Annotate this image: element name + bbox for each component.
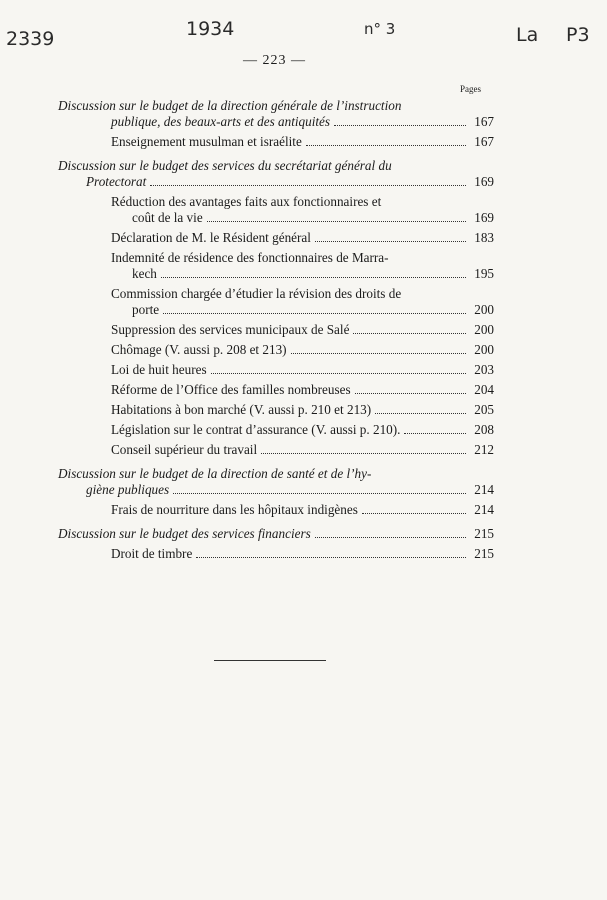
toc-entry-title: Droit de timbre xyxy=(111,546,193,561)
table-of-contents xyxy=(58,98,494,566)
toc-page-number: 169 xyxy=(474,210,494,225)
toc-entry-title: Commission chargée d’étudier la révision des droits de xyxy=(111,286,402,301)
dot-leader xyxy=(375,413,466,414)
toc-page-number: 214 xyxy=(474,482,494,497)
toc-section-title-cont: giène publiques xyxy=(86,482,170,497)
dot-leader xyxy=(211,373,466,374)
toc-entry-title: Législation sur le contrat d’assurance (V. aussi p. 210). xyxy=(111,422,401,437)
dot-leader xyxy=(261,453,466,454)
toc-section-entry xyxy=(58,526,494,542)
toc-entry-title: Indemnité de résidence des fonctionnaires de Marra- xyxy=(111,250,389,265)
handwritten-year-annotation: 1934 xyxy=(186,18,235,40)
toc-entry xyxy=(58,382,494,398)
end-rule xyxy=(214,660,326,661)
toc-entry xyxy=(58,362,494,378)
toc-entry-title: Réforme de l’Office des familles nombreuses xyxy=(111,382,351,397)
toc-entry-title: Enseignement musulman et israélite xyxy=(111,134,302,149)
toc-section-entry xyxy=(58,114,494,130)
dot-leader xyxy=(353,333,466,334)
page-number: — 223 — xyxy=(243,53,306,68)
toc-entry xyxy=(58,266,494,282)
dot-leader xyxy=(196,557,466,558)
handwritten-mark-annotation-2: P3 xyxy=(566,24,590,46)
toc-page-number: 214 xyxy=(474,502,494,517)
toc-entry-title-cont: porte xyxy=(132,302,160,317)
toc-entry-title: Loi de huit heures xyxy=(111,362,207,377)
dot-leader xyxy=(334,125,466,126)
toc-entry xyxy=(58,502,494,518)
toc-entry-title: Suppression des services municipaux de Salé xyxy=(111,322,350,337)
toc-page-number: 208 xyxy=(474,422,494,437)
handwritten-number-annotation: 2339 xyxy=(6,28,55,50)
toc-entry-title-cont: coût de la vie xyxy=(132,210,203,225)
toc-entry-title: Déclaration de M. le Résident général xyxy=(111,230,311,245)
toc-page-number: 169 xyxy=(474,174,494,189)
toc-entry xyxy=(58,546,494,562)
toc-section-entry xyxy=(58,174,494,190)
toc-section-title-cont: publique, des beaux-arts et des antiquités xyxy=(111,114,331,129)
toc-entry-title: Conseil supérieur du travail xyxy=(111,442,258,457)
toc-entry xyxy=(58,422,494,438)
toc-entry-title: Frais de nourriture dans les hôpitaux indigènes xyxy=(111,502,358,517)
dot-leader xyxy=(315,241,466,242)
dot-leader xyxy=(362,513,466,514)
toc-entry xyxy=(58,134,494,150)
toc-section-entry xyxy=(58,482,494,498)
toc-page-number: 204 xyxy=(474,382,494,397)
dot-leader xyxy=(150,185,466,186)
toc-entry-title: Chômage (V. aussi p. 208 et 213) xyxy=(111,342,287,357)
dot-leader xyxy=(355,393,466,394)
dot-leader xyxy=(291,353,466,354)
toc-entry-title: Réduction des avantages faits aux fonctionnaires et xyxy=(111,194,382,209)
toc-entry xyxy=(58,302,494,318)
toc-entry xyxy=(58,322,494,338)
toc-entry xyxy=(58,342,494,358)
dot-leader xyxy=(207,221,466,222)
toc-page-number: 215 xyxy=(474,546,494,561)
toc-page-number: 212 xyxy=(474,442,494,457)
toc-page-number: 200 xyxy=(474,322,494,337)
pages-column-header: Pages xyxy=(460,84,481,94)
toc-entry xyxy=(58,230,494,246)
dot-leader xyxy=(315,537,466,538)
toc-entry xyxy=(58,442,494,458)
toc-entry xyxy=(58,402,494,418)
toc-page-number: 167 xyxy=(474,134,494,149)
toc-entry-title: Habitations à bon marché (V. aussi p. 210 et 213) xyxy=(111,402,372,417)
toc-entry-title-cont: kech xyxy=(132,266,157,281)
toc-page-number: 167 xyxy=(474,114,494,129)
toc-section-title: Discussion sur le budget de la direction de santé et de l’hy- xyxy=(58,466,372,481)
toc-section-title: Discussion sur le budget des services financiers xyxy=(58,526,311,541)
toc-page-number: 200 xyxy=(474,302,494,317)
dot-leader xyxy=(161,277,466,278)
toc-page-number: 203 xyxy=(474,362,494,377)
toc-entry xyxy=(58,210,494,226)
handwritten-issue-annotation: n° 3 xyxy=(364,20,396,38)
handwritten-mark-annotation: La xyxy=(516,24,539,46)
toc-page-number: 183 xyxy=(474,230,494,245)
toc-page-number: 205 xyxy=(474,402,494,417)
toc-page-number: 215 xyxy=(474,526,494,541)
dot-leader xyxy=(306,145,466,146)
toc-section-title: Discussion sur le budget de la direction générale de l’instruction xyxy=(58,98,402,113)
toc-page-number: 200 xyxy=(474,342,494,357)
toc-page-number: 195 xyxy=(474,266,494,281)
toc-section-title: Discussion sur le budget des services du secrétariat général du xyxy=(58,158,392,173)
dot-leader xyxy=(163,313,466,314)
toc-section-title-cont: Protectorat xyxy=(86,174,147,189)
dot-leader xyxy=(404,433,466,434)
dot-leader xyxy=(173,493,466,494)
